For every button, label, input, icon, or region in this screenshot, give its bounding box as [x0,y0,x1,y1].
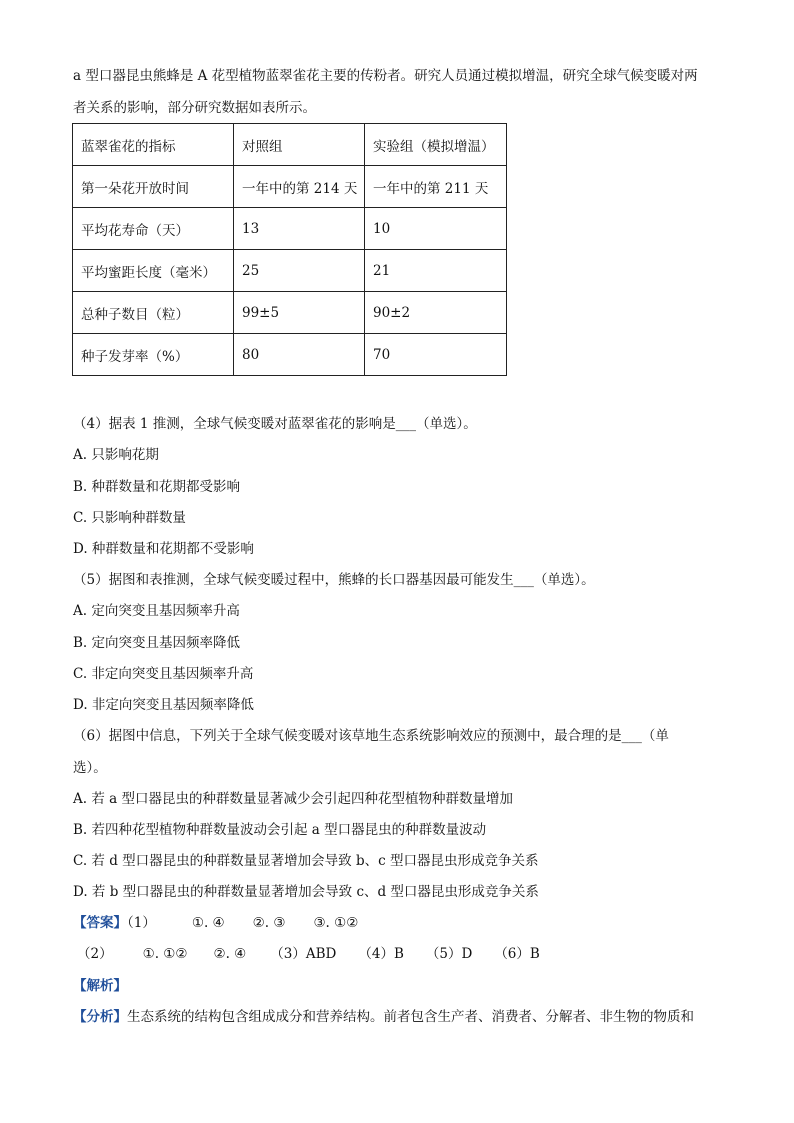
table-header-cell: 蓝翠雀花的指标 [73,124,234,166]
answer-item: （6）B [494,946,540,962]
table-header-cell: 对照组 [234,124,365,166]
answer-item: （3）ABD [270,946,337,962]
analysis-heading [73,976,127,996]
answer-item: ③. ①② [313,915,359,931]
table-row [73,292,507,334]
q6-option-c: C. 若 d 型口器昆虫的种群数量显著增加会导致 b、c 型口器昆虫形成竞争关系 [73,853,539,869]
q6-option-a: A. 若 a 型口器昆虫的种群数量显著减少会引起四种花型植物种群数量增加 [73,791,513,807]
table-cell: 10 [365,208,507,250]
table-header-row [73,124,507,166]
table-cell: 90±2 [365,292,507,334]
q6-option-b: B. 若四种花型植物种群数量波动会引起 a 型口器昆虫的种群数量波动 [73,822,487,838]
table-cell: 一年中的第 211 天 [365,166,507,208]
analysis-tag: 【解析】 [73,978,127,994]
table-row [73,208,507,250]
q4-stem: （4）据表 1 推测，全球气候变暖对蓝翠雀花的影响是___（单选）。 [73,416,477,432]
answer-line-2 [77,944,540,964]
answer-line-1 [73,913,358,933]
intro-line-1: a 型口器昆虫熊蜂是 A 花型植物蓝翠雀花主要的传粉者。研究人员通过模拟增温，研究全球气候变暖对两 [73,68,698,84]
table-cell: 70 [365,334,507,376]
table-cell: 13 [234,208,365,250]
answer-item: ②. ④ [213,946,247,962]
answer-item: （4）B [358,946,404,962]
table-header-cell: 实验组（模拟增温） [365,124,507,166]
answer-item: ②. ③ [252,915,286,931]
table-cell: 总种子数目（粒） [73,292,234,334]
table-row [73,334,507,376]
answer-tag: 【答案】 [73,915,127,931]
table-row [73,250,507,292]
answer-item: ①. ①② [142,946,188,962]
table-cell: 一年中的第 214 天 [234,166,365,208]
answer-item: ①. ④ [191,915,225,931]
q4-option-b: B. 种群数量和花期都受影响 [73,479,241,495]
table-cell: 平均花寿命（天） [73,208,234,250]
q5-option-a: A. 定向突变且基因频率升高 [73,603,240,619]
table-cell: 25 [234,250,365,292]
answer-item: （2） [77,946,113,962]
q6-stem-line-1: （6）据图中信息，下列关于全球气候变暖对该草地生态系统影响效应的预测中，最合理的是___（单 [73,728,669,744]
q4-option-c: C. 只影响种群数量 [73,510,186,526]
answer-item: （1） [127,915,156,931]
q5-option-d: D. 非定向突变且基因频率降低 [73,697,254,713]
q5-option-c: C. 非定向突变且基因频率升高 [73,666,254,682]
q5-stem: （5）据图和表推测，全球气候变暖过程中，熊蜂的长口器基因最可能发生___（单选）。 [73,572,595,588]
analysis-sub-tag: 【分析】 [73,1009,127,1025]
table-cell: 21 [365,250,507,292]
q5-option-b: B. 定向突变且基因频率降低 [73,635,241,651]
table-cell: 第一朵花开放时间 [73,166,234,208]
table-cell: 99±5 [234,292,365,334]
data-table [72,123,507,376]
table-row [73,166,507,208]
analysis-line [73,1007,694,1027]
analysis-text: 生态系统的结构包含组成成分和营养结构。前者包含生产者、消费者、分解者、非生物的物质和 [127,1009,694,1025]
q4-option-d: D. 种群数量和花期都不受影响 [73,541,254,557]
table-cell: 种子发芽率（%） [73,334,234,376]
q6-stem-line-2: 选）。 [73,760,107,776]
q6-option-d: D. 若 b 型口器昆虫的种群数量显著增加会导致 c、d 型口器昆虫形成竞争关系 [73,884,539,900]
q4-option-a: A. 只影响花期 [73,447,159,463]
table-cell: 80 [234,334,365,376]
answer-item: （5）D [425,946,473,962]
intro-line-2: 者关系的影响，部分研究数据如表所示。 [73,100,316,116]
table-cell: 平均蜜距长度（毫米） [73,250,234,292]
